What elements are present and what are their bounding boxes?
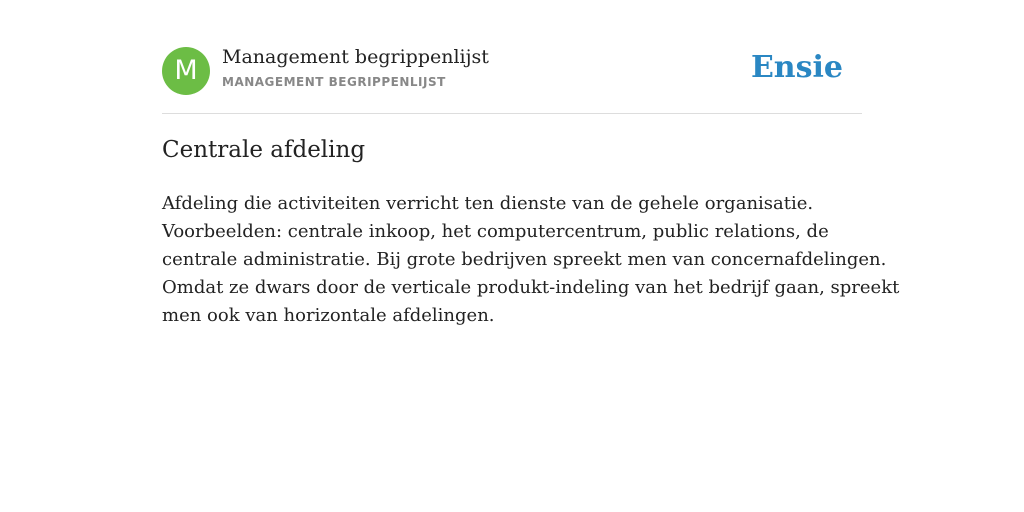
avatar[interactable]: M	[162, 47, 210, 95]
glossary-title-link[interactable]: Management begrippenlijst	[222, 46, 489, 68]
definition-line: Afdeling die activiteiten verricht ten dienste van de gehele organisatie.	[162, 193, 814, 214]
header	[162, 46, 862, 96]
glossary-subtitle: MANAGEMENT BEGRIPPENLIJST	[222, 75, 446, 89]
divider	[162, 113, 862, 114]
term-title: Centrale afdeling	[162, 137, 366, 163]
definition-line: Voorbeelden: centrale inkoop, het computercentrum, public relations, de	[162, 221, 829, 242]
definition-line: men ook van horizontale afdelingen.	[162, 305, 495, 326]
ensie-logo-link[interactable]: Ensie	[750, 50, 843, 85]
definition-text	[162, 190, 900, 330]
definition-line: centrale administratie. Bij grote bedrijven spreekt men van concernafdelingen.	[162, 249, 887, 270]
definition-line: Omdat ze dwars door de verticale produkt-indeling van het bedrijf gaan, spreekt	[162, 277, 900, 298]
